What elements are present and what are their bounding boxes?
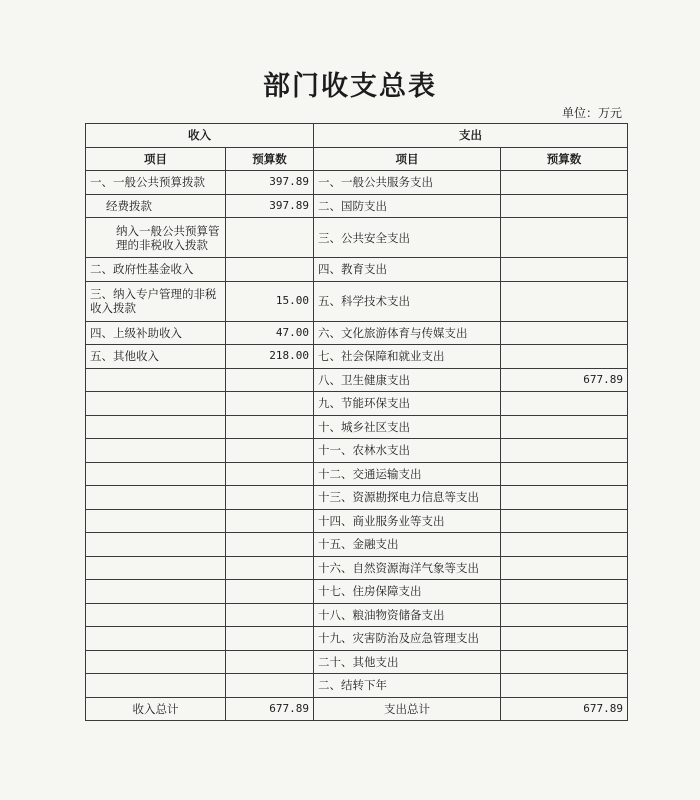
page-title: 部门收支总表 (263, 71, 437, 102)
expense-value-cell (501, 603, 628, 627)
expense-item-cell: 十三、资源勘探电力信息等支出 (314, 486, 501, 510)
expense-value-cell (501, 439, 628, 463)
income-item-cell (86, 627, 226, 651)
expense-value-cell (501, 194, 628, 218)
income-total-value: 677.89 (226, 697, 314, 721)
income-item-cell (86, 603, 226, 627)
income-item-cell (86, 439, 226, 463)
expense-section-header: 支出 (314, 124, 628, 148)
income-value-cell (226, 439, 314, 463)
income-item-cell (86, 509, 226, 533)
column-header-row (86, 147, 628, 171)
income-value-cell (226, 556, 314, 580)
expense-item-cell: 七、社会保障和就业支出 (314, 345, 501, 369)
expense-item-cell: 十九、灾害防治及应急管理支出 (314, 627, 501, 651)
expense-item-cell: 六、文化旅游体育与传媒支出 (314, 321, 501, 345)
income-value-cell: 218.00 (226, 345, 314, 369)
expense-value-cell (501, 580, 628, 604)
income-value-cell (226, 486, 314, 510)
table-row (86, 533, 628, 557)
expense-value-cell (501, 415, 628, 439)
income-value-cell (226, 533, 314, 557)
table-row (86, 509, 628, 533)
table-row (86, 368, 628, 392)
income-budget-header: 预算数 (226, 147, 314, 171)
expense-budget-header: 预算数 (501, 147, 628, 171)
expense-value-cell (501, 627, 628, 651)
income-value-cell (226, 462, 314, 486)
income-value-cell: 397.89 (226, 194, 314, 218)
expense-value-cell (501, 321, 628, 345)
expense-value-cell (501, 392, 628, 416)
table-row (86, 218, 628, 258)
table-row (86, 486, 628, 510)
table-row (86, 674, 628, 698)
income-value-cell (226, 580, 314, 604)
income-item-cell (86, 462, 226, 486)
table-row (86, 462, 628, 486)
expense-item-cell: 十七、住房保障支出 (314, 580, 501, 604)
expense-item-cell: 八、卫生健康支出 (314, 368, 501, 392)
expense-value-cell (501, 556, 628, 580)
income-item-cell (86, 415, 226, 439)
table-row (86, 258, 628, 282)
income-value-cell (226, 674, 314, 698)
expense-value-cell (501, 218, 628, 258)
income-item-cell: 一、一般公共预算拨款 (86, 171, 226, 195)
unit-label: 单位：万元 (561, 106, 622, 120)
expense-item-cell: 二十、其他支出 (314, 650, 501, 674)
expense-item-cell: 二、结转下年 (314, 674, 501, 698)
income-item-cell (86, 650, 226, 674)
table-row (86, 281, 628, 321)
expense-value-cell (501, 171, 628, 195)
income-item-cell: 二、政府性基金收入 (86, 258, 226, 282)
income-item-cell (86, 674, 226, 698)
expense-value-cell (501, 345, 628, 369)
table-row (86, 627, 628, 651)
expense-value-cell (501, 533, 628, 557)
table-row (86, 556, 628, 580)
expense-item-cell: 十八、粮油物资储备支出 (314, 603, 501, 627)
income-value-cell (226, 218, 314, 258)
table-row (86, 439, 628, 463)
income-item-cell: 五、其他收入 (86, 345, 226, 369)
income-item-header: 项目 (86, 147, 226, 171)
table-row (86, 345, 628, 369)
expense-item-cell: 十二、交通运输支出 (314, 462, 501, 486)
table-row (86, 415, 628, 439)
section-header-row (86, 124, 628, 148)
expense-value-cell (501, 258, 628, 282)
income-value-cell (226, 509, 314, 533)
expense-item-cell: 一、一般公共服务支出 (314, 171, 501, 195)
income-total-label: 收入总计 (86, 697, 226, 721)
expense-item-cell: 十六、自然资源海洋气象等支出 (314, 556, 501, 580)
income-item-cell: 三、纳入专户管理的非税收入拨款 (86, 281, 226, 321)
income-value-cell: 397.89 (226, 171, 314, 195)
income-item-cell: 四、上级补助收入 (86, 321, 226, 345)
expense-total-value: 677.89 (501, 697, 628, 721)
income-value-cell (226, 627, 314, 651)
expense-total-label: 支出总计 (314, 697, 501, 721)
income-value-cell (226, 650, 314, 674)
table-row (86, 650, 628, 674)
expense-value-cell (501, 486, 628, 510)
table-row (86, 392, 628, 416)
income-item-cell: 经费拨款 (86, 194, 226, 218)
expense-value-cell (501, 650, 628, 674)
table-row (86, 194, 628, 218)
table-row (86, 580, 628, 604)
income-item-cell (86, 392, 226, 416)
expense-item-header: 项目 (314, 147, 501, 171)
total-row (86, 697, 628, 721)
income-item-cell (86, 533, 226, 557)
income-value-cell (226, 415, 314, 439)
income-value-cell: 15.00 (226, 281, 314, 321)
income-item-cell (86, 486, 226, 510)
income-value-cell (226, 392, 314, 416)
expense-item-cell: 三、公共安全支出 (314, 218, 501, 258)
income-value-cell (226, 368, 314, 392)
income-value-cell (226, 603, 314, 627)
expense-item-cell: 十四、商业服务业等支出 (314, 509, 501, 533)
expense-item-cell: 四、教育支出 (314, 258, 501, 282)
expense-value-cell (501, 509, 628, 533)
expense-value-cell (501, 674, 628, 698)
budget-table (85, 123, 628, 721)
table-row (86, 171, 628, 195)
income-section-header: 收入 (86, 124, 314, 148)
expense-value-cell (501, 462, 628, 486)
expense-item-cell: 二、国防支出 (314, 194, 501, 218)
income-item-cell (86, 368, 226, 392)
expense-value-cell: 677.89 (501, 368, 628, 392)
income-value-cell (226, 258, 314, 282)
expense-item-cell: 十、城乡社区支出 (314, 415, 501, 439)
income-item-cell: 纳入一般公共预算管理的非税收入拨款 (86, 218, 226, 258)
expense-item-cell: 九、节能环保支出 (314, 392, 501, 416)
income-item-cell (86, 556, 226, 580)
income-item-cell (86, 580, 226, 604)
expense-item-cell: 五、科学技术支出 (314, 281, 501, 321)
expense-item-cell: 十五、金融支出 (314, 533, 501, 557)
table-row (86, 321, 628, 345)
expense-item-cell: 十一、农林水支出 (314, 439, 501, 463)
expense-value-cell (501, 281, 628, 321)
income-value-cell: 47.00 (226, 321, 314, 345)
table-row (86, 603, 628, 627)
